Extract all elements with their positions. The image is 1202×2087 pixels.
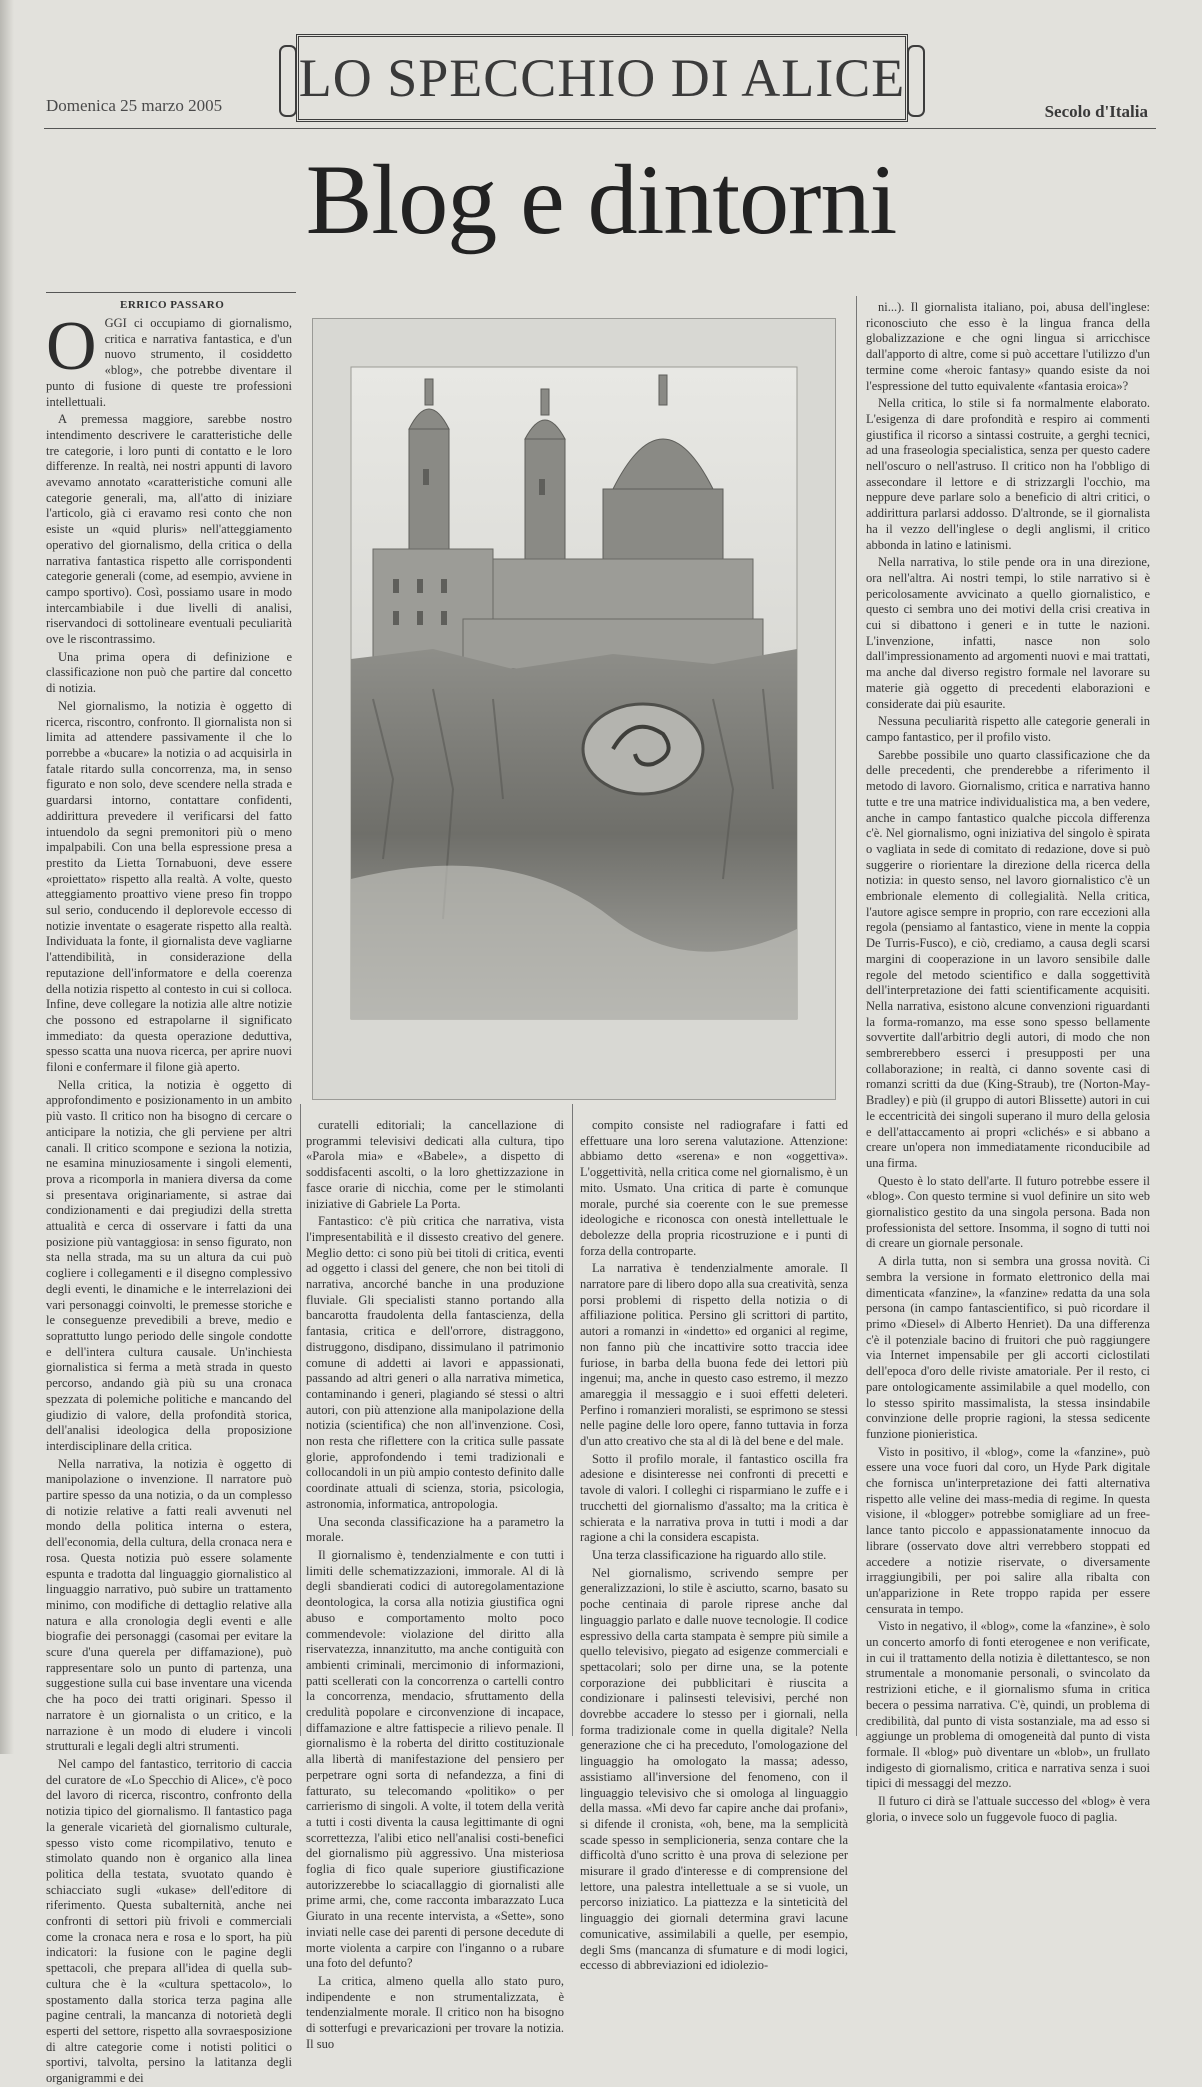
article-column-3 <box>580 1118 848 1973</box>
paragraph: Nella narrativa, lo stile pende ora in una direzione, ora nell'altra. Ai nostri tempi, lo stile narrativo si è pericolosamente avvicinato a quello giornalistico, e questo ci sembra uno dei motivi della crisi creativa in cui si dibattono i generi e in tutte le nazioni. L'invenzione, infatti, nasce non solo dall'impressionamento ad argomenti nuovi e mai trattati, ma anche dal diverso registro formale nel lavorare su materie già oggetto di precedenti elaborazioni e considerate dai più esaurite. <box>866 555 1150 711</box>
paragraph: Nel campo del fantastico, territorio di caccia del curatore de «Lo Specchio di Alice», c'è poco del lavoro di ricerca, riscontro, confronto della notizia tipico del giornalismo. Il fantastico paga la generale vicarietà del giornalismo culturale, spesso visto come ricompilativo, tenuto e stimolato quando non è organico alla linea politica della testata, svuotato quando è schiacciato sugli «ukase» dell'editore di riferimento. Questa subalternità, anche nei confronti di settori più frivoli e commerciali come la cronaca nera e rosa e lo sport, ha più indicatori: la fusione con le pagine degli spettacoli, che prepara all'idea di quella sub-cultura che è la «cultura spettacolo», lo spostamento dalla storica terza pagina alle pagine centrali, la mancanza di notorietà degli esperti del settore, rispetto alla sovraesposizione di altre categorie come i notisti politici o sportivi, talvolta, persino la latitanza degli organigrammi e dei <box>46 1756 292 2086</box>
paragraph: Una terza classificazione ha riguardo allo stile. <box>592 1547 827 1562</box>
article-column-4 <box>866 300 1150 1824</box>
paragraph: La critica, almeno quella allo stato puro, indipendente e non strumentalizzata, è tendenzialmente morale. Il critico non ha bisogno di sotterfugi e prevaricazioni per trovare la notizia. Il suo <box>306 1973 564 2051</box>
article-column-1 <box>46 308 292 2086</box>
paragraph: Fantastico: c'è più critica che narrativa, vista l'impresentabilità e il dissesto creativo del genere. Meglio detto: ci sono più bei titoli di critica, eventi ad oggetto i classi del genere, che non bei titoli di narrativa, ancorché banche in una produzione fluviale. Gli specialisti stanno portando alla bancarotta fraudolenta della fantascienza, della fantasia, critica e dell'orrore, distraggono, distruggono, disdipano, dissimulano il patrimonio comune di addetti ai lavori e appassionati, passando ad altri generi o alla narrativa mimetica, contaminando i generi, plagiando sé stessi o altri autori, con più attenzione alla manipolazione della notizia (scientifica) che non all'invenzione. Così, non resta che riflettere con la critica sulle passate glorie, approfondendo i temi tradizionali e collocandoli in un più ampio contesto definito dalle coordinate attuali di scienza, storia, psicologia, astronomia, informatica, antropologia. <box>306 1214 564 1511</box>
drop-cap: O <box>46 308 97 385</box>
paragraph: Visto in positivo, il «blog», come la «fanzine», può essere una voce fuori dal coro, un Hyde Park digitale che fornisca un'interpretazione dei fatti alternativa rispetto alle veline dei mass-media di regime. In questa visione, il «blogger» potrebbe somigliare ad un free-lance tanto piccolo e appassionatamente innocuo da librare (osservato dove altri verrebbero stoppati ed accedere a notizie riservate, o diversamente irraggiungibili, per poi salire alla ribalta con un'apparizione in Rete troppo rapida per essere censurata in tempo. <box>866 1444 1150 1616</box>
paragraph: compito consiste nel radiografare i fatti ed effettuare una loro serena valutazione. Attenzione: abbiamo detto «serena» e non «oggettiva». L'oggettività, nella critica come nel giornalismo, è un mito. Usmato. Una critica di parte è comunque morale, purché sia coerente con le sue premesse ideologiche e riconosca con onestà intellettuale le debolezze della propria ricostruzione e i punti di forza della controparte. <box>580 1118 848 1258</box>
paragraph: Questo è lo stato dell'arte. Il futuro potrebbe essere il «blog». Con questo termine si vuol definire un sito web giornalistico gestito da una singola persona. Bada non professionista del settore. Insomma, il sogno di tutti noi di creare un giornale personale. <box>866 1173 1150 1251</box>
section-title: LO SPECCHIO DI ALICE <box>298 48 906 108</box>
column-divider <box>300 1104 301 1736</box>
paragraph: ni...). Il giornalista italiano, poi, abusa dell'inglese: riconosciuto che esso è la lingua franca della globalizzazione e che ogni lingua si arricchisce dall'apporto di altre, come si può accettare l'utilizzo d'un termine come «heroic fantasy» quando esiste da noi l'espressione del tutto equivalente «fantasia eroica»? <box>866 300 1150 393</box>
section-masthead <box>296 34 908 122</box>
painting-svg <box>313 319 835 1099</box>
paragraph: Una seconda classificazione ha a parametro la morale. <box>306 1514 564 1545</box>
column-divider <box>856 296 857 1736</box>
paragraph: Nel giornalismo, la notizia è oggetto di ricerca, riscontro, confronto. Il giornalista non si limita ad attendere passivamente il che lo porrebbe a «bucare» la notizia o ad acquisirla in fatale ritardo sulla concorrenza, ma, in senso figurato e non solo, deve scendere nella strada e guardarsi intorno, contattare confidenti, addirittura prevedere il verificarsi del fatto intuendolo da segni premonitori più o meno impalpabili. Con una bella espressione presa a prestito da Lietta Tornabuoni, deve essere «proiettato» rispetto alla realtà. A volte, questo atteggiamento proattivo viene preso fin troppo sul serio, conducendo il deplorevole eccesso di notizie inventate o esagerate rispetto alla realtà. Individuata la fonte, il giornalista deve vagliarne l'attendibilità, in considerazione della reputazione dell'informatore e della coerenza della notizia rispetto al contesto in cui si colloca. Infine, deve collegare la notizia alle altre notizie che possono ed estrapolarne il significato immediato: da questa operazione deduttiva, spesso scatta una nuova ricerca, per aprire nuovi filoni e confermare il filone già aperto. <box>46 698 292 1075</box>
paragraph: Il giornalismo è, tendenzialmente e con tutti i limiti delle schematizzazioni, immorale. Al di là degli sbandierati codici di autoregolamentazione deontologica, la corsa alla notizia giustifica ogni abuso e comportamento molto poco commendevole: violazione del diritto alla riservatezza, innanzitutto, ma anche contiguità con ambienti criminali, mercimonio di informazioni, patti scellerati con la concorrenza o cartelli contro la concorrenza, mendacio, sfruttamento della credulità popolare e circonvenzione di incapace, diffamazione e altre fattispecie a rilievo penale. Il giornalismo è la roberta del diritto costituzionale alla libertà di manifestazione del pensiero per perpetrare ogni sorta di nefandezza, a fini di fatturato, su telecomando «politiko» o per carrierismo di singoli. A volte, il totem della verità a tutti i costi diventa la causa legittimante di ogni scorrettezza, l'alibi etico nell'analisi costi-benefici del giornalismo più aggressivo. Una misteriosa foglia di fico quale superiore giustificazione autorizzerebbe lo sciacallaggio di giornalisti alle prime armi, che, come racconta imbarazzato Luca Giurato in una recente intervista, a «Sette», sono inviati nelle case dei parenti di persone decedute di morte violenta a carpire con l'inganno o a rubare una foto del defunto? <box>306 1547 564 1971</box>
paragraph: Il futuro ci dirà se l'attuale successo del «blog» è vera gloria, o invece solo un fuggevole fuoco di paglia. <box>866 1794 1150 1824</box>
newspaper-name: Secolo d'Italia <box>1044 102 1148 121</box>
spiral-figure <box>583 704 703 794</box>
paragraph: Nel giornalismo, scrivendo sempre per generalizzazioni, lo stile è asciutto, scarno, basato su poche centinaia di parole riprese anche dal linguaggio parlato e dalle nuove tecnologie. Il codice espressivo della carta stampata è sempre più simile a quello televisivo, piegato ad esigenze commerciali e spettacolari; solo per dirne una, se la potente corporazione dei pubblicitari è riuscita a condizionare i palinsesti televisivi, perché non dovrebbe accadere lo stesso per i giornali, nella forma tradizionale come in quella digitale? Nella generazione che ci ha preceduto, l'omologazione del linguaggio ha omologato la massa; adesso, assistiamo all'inversione del fenomeno, con il linguaggio televisivo che si omologa al linguaggio della massa. «Mi devo far capire anche dai profani», si difende il cronista, «oh, bene, ma la semplicità scade spesso in semplicioneria, senza contare che la difficoltà d'uno scritto è una prova di selezione per misurare il grado d'interesse e di comprensione del lettore, una palestra intellettuale a se si vuole, un percorso iniziatico. La piattezza e la sinteticità del linguaggio dei giornali determina gravi lacune comunicative, assimilabili a quelle, per esempio, degli Sms (mancanza di sfumature e di modi logici, eccesso di abbreviazioni ed idiolezio- <box>580 1565 848 1973</box>
page-fold-shadow <box>0 0 14 1754</box>
byline-rule <box>46 292 296 293</box>
paragraph: Nessuna peculiarità rispetto alle categorie generali in campo fantastico, per il profilo visto. <box>866 714 1150 744</box>
lead-text: GGI ci occupiamo di giornalismo, critica e narrativa fantastica, e d'un nuovo strumento, il cosiddetto «blog», che potrebbe diventare il punto di fusione di queste tre professioni intellettuali. <box>46 316 292 409</box>
paragraph: La narrativa è tendenzialmente amorale. Il narratore pare di libero dopo alla sua creatività, senza porsi problemi di rispetto della notizia o di affiliazione politica. Persino gli scrittori di partito, autori a romanzi in «indetto» ed organici al regime, non fanno più che incattivire sotto traccia idee furiose, in barba della buona fede dei lettori più ingenui; ma, anche in questo caso estremo, il mezzo amareggia il messaggio e i suoi effetti deleteri. Perfino i romanzieri moralisti, se esprimono se stessi nelle pagine delle loro opere, fanno tuttavia in forza d'un atto creativo che sta al di là del bene e del male. <box>580 1261 848 1449</box>
illustration-cathedral-painting <box>312 318 836 1100</box>
article-byline: ERRICO PASSARO <box>120 299 225 311</box>
paragraph: Sarebbe possibile uno quarto classificazione che da delle precedenti, che prenderebbe a riferimento il metodo di lavoro. Giornalismo, critica e narrativa hanno tutte e tre una matrice individualistica ma, a ben vedere, anche in campo fantastico qualche piccola differenza c'è. Nel giornalismo, ogni iniziativa del singolo è spirata o vagliata in sede di comitato di redazione, dove si può suggerire o riorientare la direzione della ricerca della notizia: in questo senso, nel lavoro giornalistico c'è un embrionale elemento di collegialità. Nella critica, l'autore agisce sempre in proprio, con rare eccezioni alla regola (pensiamo al fantastico, viene in mente la coppia De Turris-Fusco), e ciò, crediamo, a causa degli scarsi margini di cooperazione in un lavoro sensibile dalle regole del metodo scientifico e dalla soggettività dell'interpretazione dei fatti scientificamente acquisiti. Nella narrativa, esistono alcune convenzioni riguardanti la forma-romanzo, ma esse sono spesso bellamente sovvertite dall'arbitrio degli autori, di modo che non sembrerebbero esserci i presupposti per una collaborazione; in realtà, ci danno sovente casi di romanzi scritti da due (King-Straub), tre (Norton-May-Bradley) e più (il gruppo di autori Blissette) autori in cui le eccentricità dei singoli superano il muro della gelosia e dell'attaccamento ai propri «clichés» e si abbano a creare un'opera non immediatamente riconducibile ad una firma. <box>866 747 1150 1170</box>
issue-date: Domenica 25 marzo 2005 <box>46 96 223 115</box>
paragraph: A premessa maggiore, sarebbe nostro intendimento descrivere le caratteristiche delle tre categorie, i loro punti di contatto e le loro differenze. In realtà, nei nostri appunti di lavoro avevamo annotato «caratteristiche comuni alle categorie generali, ma, all'atto di iniziare l'articolo, già ci eravamo resi conto che non esiste un «quid pluris» nell'atteggiamento operativo del giornalismo, della critica o della narrativa fantastica rispetto alle corrispondenti categorie generali (come, ad esempio, avviene in campo sportivo). Così, possiamo usare in modo intercambiabile i due livelli di analisi, riservandoci di sottolineare eventuali peculiarità ove le riscontrassimo. <box>46 412 292 647</box>
paragraph: Nella narrativa, la notizia è oggetto di manipolazione o invenzione. Il narratore può partire spesso da una notizia, o da un complesso di notizie relative a fatti reali avvenuti nel mondo della politica interna o estera, dell'economia, della cultura, della cronaca nera e rosa. Questa notizia può essere solamente espunta e tradotta dal linguaggio giornalistico al linguaggio narrativo, può subire un trattamento minimo, con modifiche di dettaglio relative alla natura e alla cronologia degli eventi e alle biografie dei personaggi (casomai per evitare la scure d'una querela per diffamazione), può rappresentare solo un punto di partenza, una suggestione sulla cui base inventare una vicenda che ha poco dei tratti originari. Spesso il narratore è un giornalista o un critico, e la narrazione è un modo di eludere i vincoli strutturali e legali degli altri strumenti. <box>46 1456 292 1754</box>
masthead-rule <box>44 128 1156 129</box>
paragraph: Nella critica, la notizia è oggetto di approfondimento e posizionamento in un ambito più vasto. Il critico non ha bisogno di cercare o anticipare la notizia, che gli perviene per altri canali. Il critico scompone e seziona la notizia, ne esamina minuziosamente i singoli elementi, prova a ricomporla in maniera diversa da come si presentava originariamente, si astrae dai condizionamenti e dai pregiudizi della stretta attualità e cerca di osservare i fatti da una posizione più vantaggiosa: in senso figurato, non sta nella strada, ma su un altura da cui può cogliere i collegamenti e il disegno complessivo degli eventi, le dinamiche e le interrelazioni dei vari personaggi coinvolti, le premesse storiche e le conseguenze prevedibili a breve, medio e soprattutto lungo periodo delle singole condotte e dell'intera cultura causale. Un'inchiesta giornalistica si ferma a metà strada in questo percorso, andando già più su una cronaca spezzata di polemiche politiche e mancando del giudizio di valore, della profondità storica, dell'analisi ideologica della proposizione interdisciplinare della critica. <box>46 1077 292 1453</box>
column-divider <box>572 1104 573 1736</box>
paragraph: Nella critica, lo stile si fa normalmente elaborato. L'esigenza di dare profondità e respiro ai commenti giustifica il ricorso a sintassi costruite, a gerghi tecnici, ad una fraseologia specialistica, senza per questo cadere nell'oscuro o nell'astruso. Il critico non ha l'obbligo di assecondare il lettore e di strizzargli l'occhio, ma neppure deve parlare solo a beneficio di altri critici, o addirittura parlarsi addosso. D'altronde, se il giornalista ha il vezzo dell'inglese o degli anglismi, il critico abbonda in latino e latinismi. <box>866 396 1150 552</box>
paragraph: Visto in negativo, il «blog», come la «fanzine», è solo un concerto amorfo di fonti eterogenee e non verificate, in cui il trattamento della notizia è dilettantesco, se non strumentale a monomanie personali, o svincolato da restrizioni etiche, e il giornalismo sfuma in critica becera o pessima narrativa. C'è, quindi, un problema di credibilità, dal punto di vista sostanziale, ma ad esso si aggiunge un problema di omogeneità dal punto di vista formale. Il «blog» può diventare un «blob», un frullato indigesto di giornalismo, critica e narrativa senza i suoi tipici di messaggi del mezzo. <box>866 1619 1150 1791</box>
article-column-2 <box>306 1118 564 2051</box>
paragraph: Sotto il profilo morale, il fantastico oscilla fra adesione e disinteresse nei confronti di precetti e tavole di valori. I colleghi ci risparmiano le zuffe e i trucchetti del giornalismo d'assalto; ma la critica è schierata e la narrativa prova in tutti i modi a dar ragione a chi la considera escapista. <box>580 1451 848 1545</box>
paragraph: Una prima opera di definizione e classificazione non può che partire dal concetto di notizia. <box>46 649 292 696</box>
lead-paragraph <box>46 308 292 410</box>
article-headline: Blog e dintorni <box>305 144 897 255</box>
paragraph: curatelli editoriali; la cancellazione di programmi televisivi dedicati alla cultura, tipo «Parola mia» e «Babele», a dispetto di soddisfacenti ascolti, o la loro ghettizzazione in fasce orarie di nicchia, come per le stimolanti iniziative di Gabriele La Porta. <box>306 1118 564 1211</box>
paragraph: A dirla tutta, non si sembra una grossa novità. Ci sembra la versione in formato elettronico della mai dimenticata «fanzine», la «fanzine» redatta da una sola persona (in campo fantascientifico, si può ricordare il primo «Diesel» di Alberto Henriet). Da una differenza c'è il potenziale bacino di fruitori che può raggiungere via Internet impensabile per gli accorti ciclostilati dell'epoca d'oro delle riviste amatoriale. Per il resto, ci pare ontologicamente assimilabile a quel modello, con lo stesso spirito massimalista, la stessa insindabile convinzione delle proprie ragioni, la stessa sedicente funzione pionieristica. <box>866 1254 1150 1441</box>
